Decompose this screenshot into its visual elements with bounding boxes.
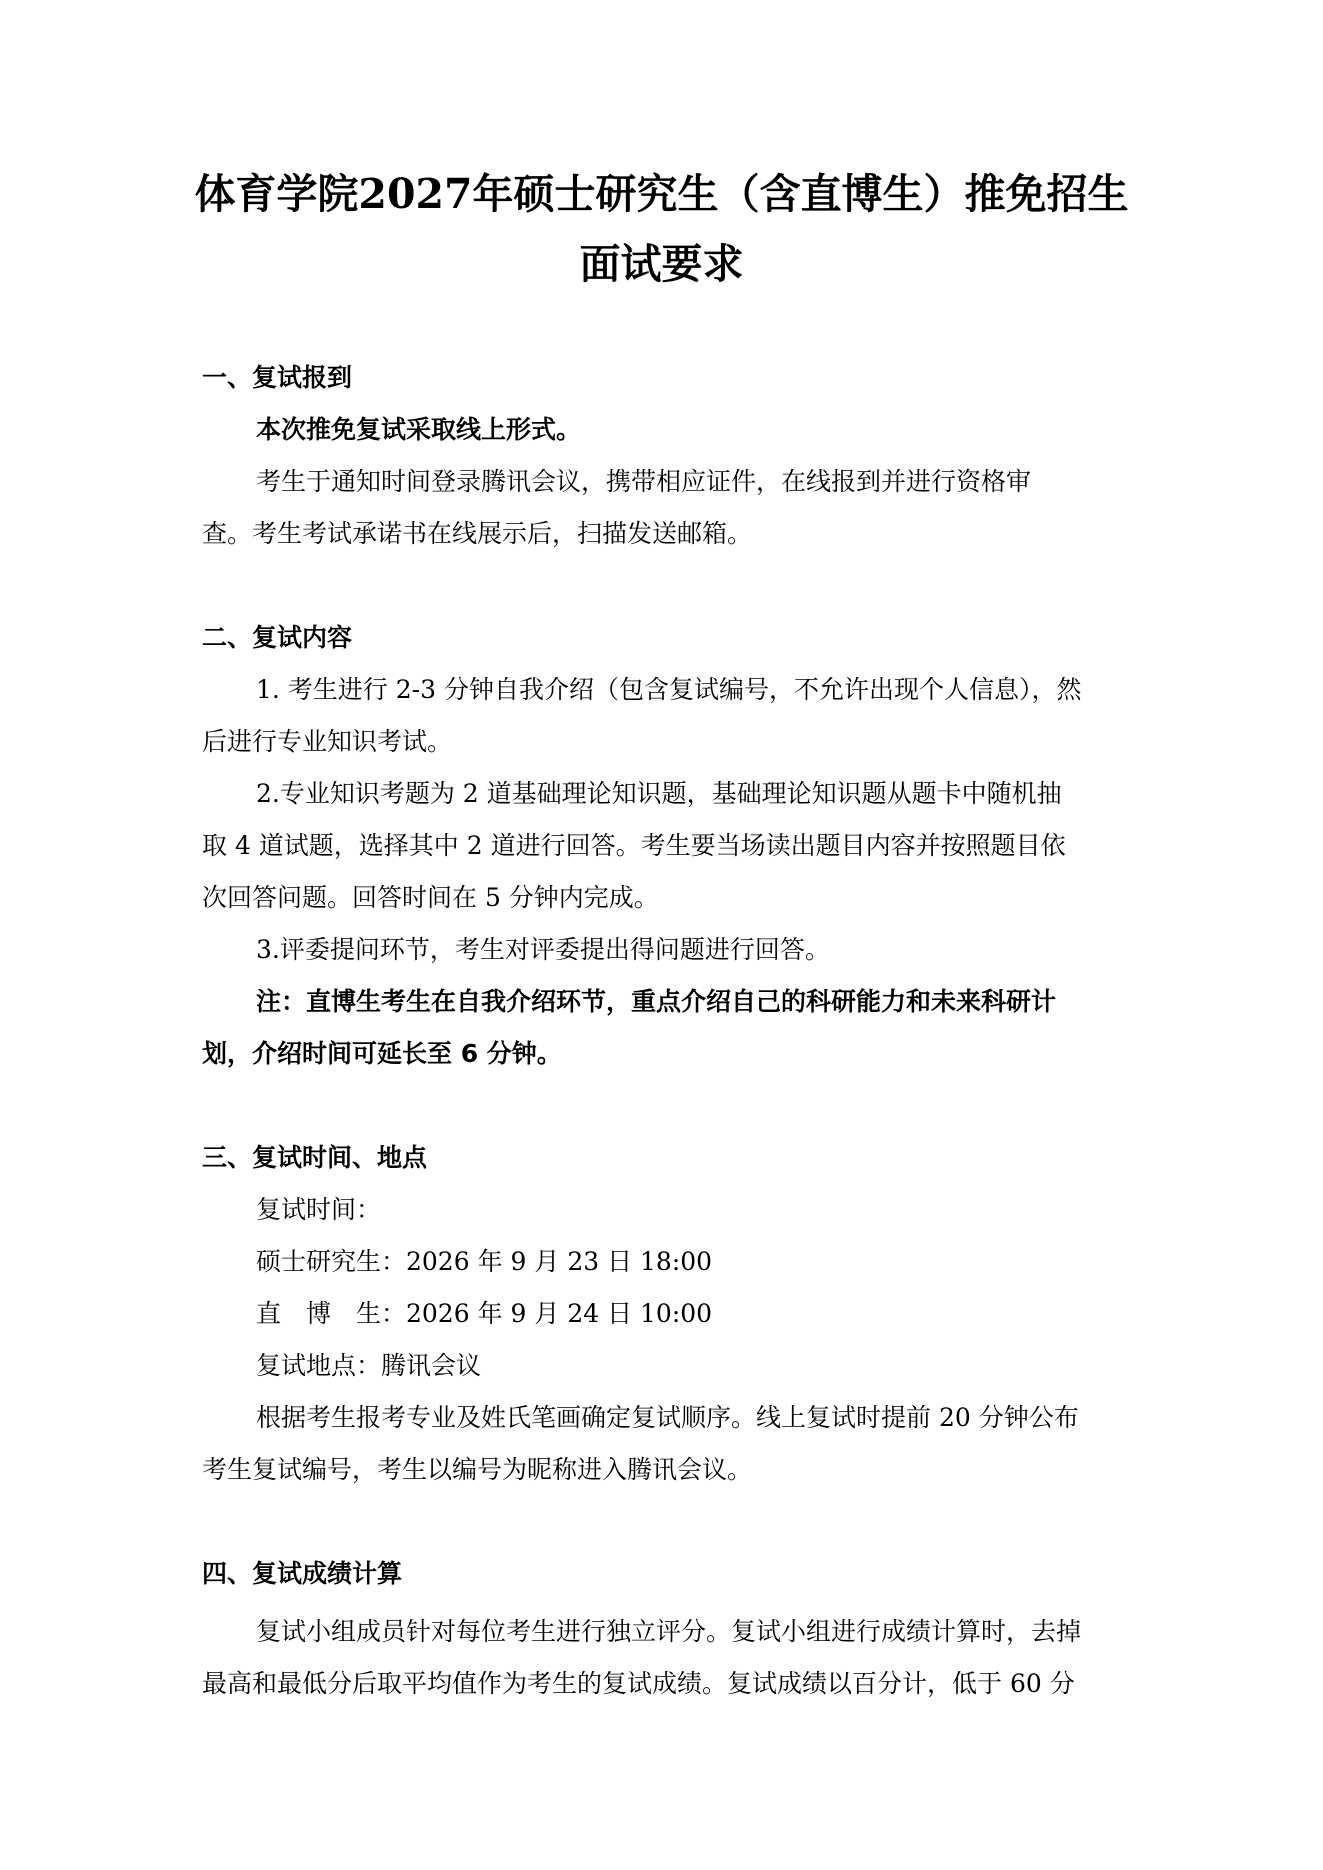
paragraph-line: 根据考生报考专业及姓氏笔画确定复试顺序。线上复试时提前 20 分钟公布 <box>256 1403 1079 1432</box>
paragraph-line: 考生于通知时间登录腾讯会议，携带相应证件，在线报到并进行资格审 <box>256 467 1032 496</box>
section-heading-content: 二、复试内容 <box>202 623 353 652</box>
paragraph-line: 考生复试编号，考生以编号为昵称进入腾讯会议。 <box>202 1455 753 1484</box>
paragraph-line: 最高和最低分后取平均值作为考生的复试成绩。复试成绩以百分计，低于 60 分 <box>202 1669 1075 1698</box>
paragraph-line: 取 4 道试题，选择其中 2 道进行回答。考生要当场读出题目内容并按照题目依 <box>202 831 1066 860</box>
schedule-direct-phd: 直 博 生：2026 年 9 月 24 日 10:00 <box>256 1299 713 1328</box>
note-line: 划，介绍时间可延长至 6 分钟。 <box>202 1039 562 1068</box>
document-title-line-1: 体育学院2027年硕士研究生（含直博生）推免招生 <box>194 170 1129 218</box>
document-title-line-2: 面试要求 <box>579 240 744 288</box>
paragraph-line: 复试小组成员针对每位考生进行独立评分。复试小组进行成绩计算时，去掉 <box>256 1617 1082 1646</box>
section-heading-report: 一、复试报到 <box>202 363 353 392</box>
paragraph-line: 复试时间： <box>256 1195 382 1224</box>
location-line: 复试地点：腾讯会议 <box>256 1351 482 1380</box>
paragraph-line: 1. 考生进行 2-3 分钟自我介绍（包含复试编号，不允许出现个人信息），然 <box>256 675 1082 704</box>
paragraph-line: 本次推免复试采取线上形式。 <box>256 415 582 444</box>
section-heading-time-place: 三、复试时间、地点 <box>202 1143 428 1172</box>
paragraph-line: 2.专业知识考题为 2 道基础理论知识题，基础理论知识题从题卡中随机抽 <box>256 779 1062 808</box>
section-heading-score: 四、复试成绩计算 <box>202 1559 403 1588</box>
schedule-master: 硕士研究生：2026 年 9 月 23 日 18:00 <box>256 1247 713 1276</box>
paragraph-line: 查。考生考试承诺书在线展示后，扫描发送邮箱。 <box>202 519 753 548</box>
paragraph-line: 3.评委提问环节，考生对评委提出得问题进行回答。 <box>256 935 830 964</box>
paragraph-line: 后进行专业知识考试。 <box>202 727 453 756</box>
note-line: 注：直博生考生在自我介绍环节，重点介绍自己的科研能力和未来科研计 <box>256 987 1057 1016</box>
paragraph-line: 次回答问题。回答时间在 5 分钟内完成。 <box>202 883 659 912</box>
